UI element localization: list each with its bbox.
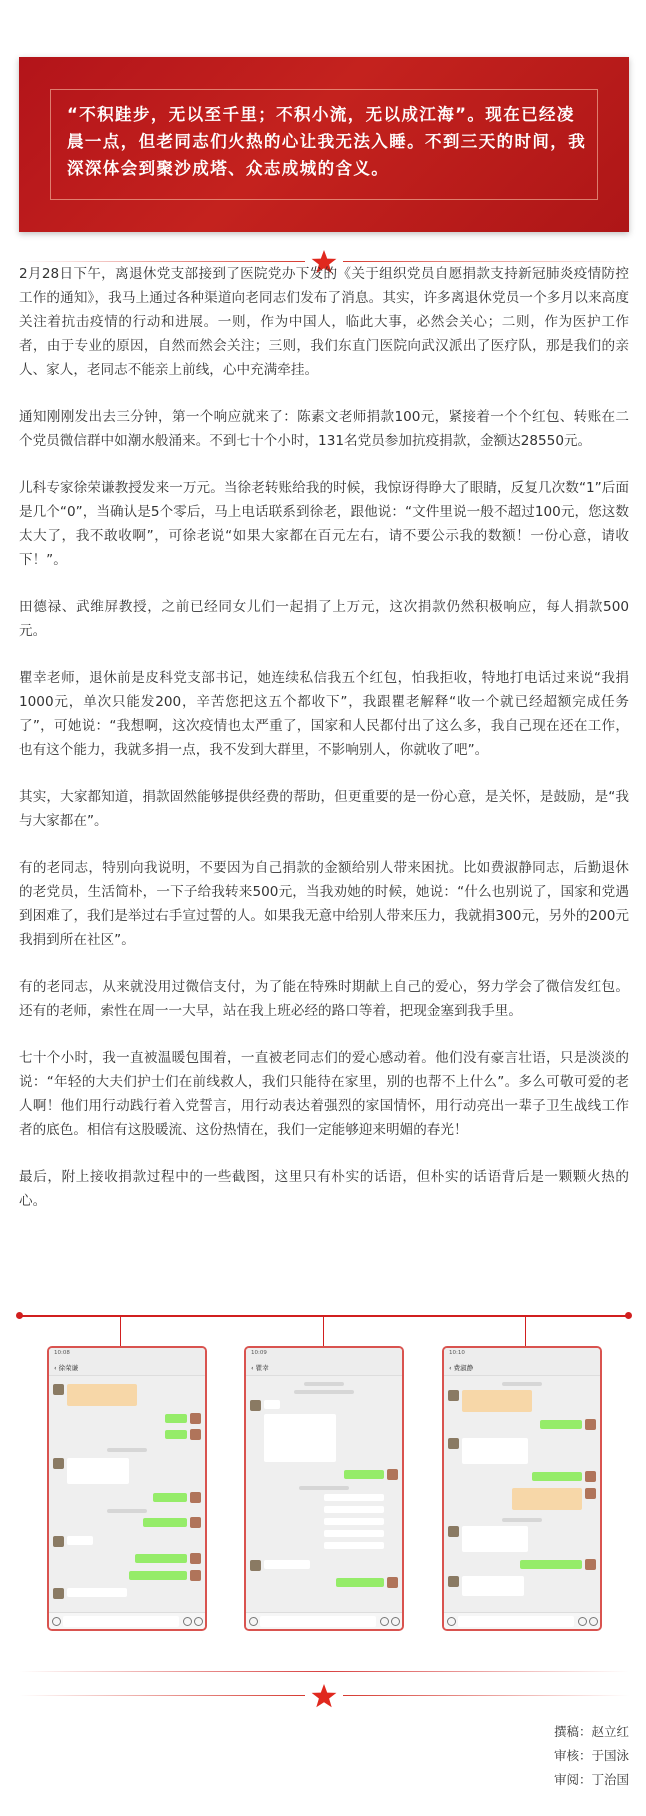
gallery-rail	[19, 1315, 629, 1317]
chat-thread	[444, 1378, 600, 1612]
chat-header: ‹ 费淑静	[444, 1360, 600, 1376]
chat-input-bar	[49, 1612, 205, 1629]
plus-icon	[589, 1617, 598, 1626]
phone-status-bar: 10:08	[49, 1348, 205, 1360]
emoji-icon	[380, 1617, 389, 1626]
chat-header: ‹ 徐荣谦	[49, 1360, 205, 1376]
chat-input-field	[63, 1616, 179, 1627]
rail-stem	[120, 1317, 121, 1347]
credit-approver: 审阅：丁治国	[553, 1772, 629, 1787]
chat-screenshot-1	[47, 1346, 207, 1631]
chat-screenshot-3	[442, 1346, 602, 1631]
paragraph: 最后，附上接收捐款过程中的一些截图，这里只有朴实的话语，但朴实的话语背后是一颗颗火热的心。	[19, 1169, 629, 1209]
chat-contact-name: 费淑静	[453, 1364, 474, 1372]
rail-dot	[16, 1312, 23, 1319]
article-body	[19, 262, 629, 1236]
phone-status-bar: 10:10	[444, 1348, 600, 1360]
chat-header: ‹ 瞿幸	[246, 1360, 402, 1376]
chat-input-bar	[444, 1612, 600, 1629]
emoji-icon	[578, 1617, 587, 1626]
chat-contact-name: 徐荣谦	[58, 1364, 79, 1372]
credits	[554, 1720, 629, 1792]
plus-icon	[391, 1617, 400, 1626]
intro-quote: “不积跬步，无以至千里；不积小流，无以成江海”。现在已经凌晨一点，但老同志们火热的心让我无法入睡。不到三天的时间，我深深体会到聚沙成塔、众志成城的含义。	[67, 105, 587, 178]
red-star-icon	[310, 1682, 338, 1710]
plus-icon	[194, 1617, 203, 1626]
paragraph: 有的老同志，从来就没用过微信支付，为了能在特殊时期献上自己的爱心，努力学会了微信发红包。还有的老师，索性在周一一大早，站在我上班必经的路口等着，把现金塞到我手里。	[19, 979, 629, 1019]
voice-icon	[52, 1617, 61, 1626]
paragraph: 七十个小时，我一直被温暖包围着，一直被老同志们的爱心感动着。他们没有豪言壮语，只是淡淡的说：“年轻的大夫们护士们在前线救人，我们只能待在家里，别的也帮不上什么”。多么可敬可爱的老人啊！他们用行动践行着入党誓言，用行动表达着强烈的家国情怀，用行动亮出一辈子卫生战线工作者的底色。相信有这股暖流、这份热情在，我们一定能够迎来明媚的春光！	[19, 1050, 629, 1138]
phone-status-bar: 10:09	[246, 1348, 402, 1360]
chat-input-bar	[246, 1612, 402, 1629]
quote-banner	[19, 57, 629, 232]
emoji-icon	[183, 1617, 192, 1626]
paragraph: 有的老同志，特别向我说明，不要因为自己捐款的金额给别人带来困扰。比如费淑静同志，后勤退休的老党员，生活简朴，一下子给我转来500元，当我劝她的时候，她说：“什么也别说了，国家和党遇到困难了，我们是举过右手宣过誓的人。如果我无意中给别人带来压力，我就捐300元，另外的200元我捐到所在社区”。	[19, 860, 629, 948]
chat-input-field	[260, 1616, 376, 1627]
credit-writer: 撰稿：赵立红	[553, 1724, 629, 1739]
paragraph: 田德禄、武维屏教授，之前已经同女儿们一起捐了上万元，这次捐款仍然积极响应，每人捐款500元。	[19, 599, 629, 639]
credit-reviewer: 审核：于国泳	[553, 1748, 629, 1763]
chat-thread	[49, 1378, 205, 1612]
paragraph: 瞿幸老师，退休前是皮科党支部书记，她连续私信我五个红包，怕我拒收，特地打电话过来说“我捐1000元，单次只能发200，辛苦您把这五个都收下”，我跟瞿老解释“收一个就已经超额完成任务了”，可她说：“我想啊，这次疫情也太严重了，国家和人民都付出了这么多，我自己现在还在工作，也有这个能力，我就多捐一点，我不发到大群里，不影响别人，你就收了吧”。	[19, 670, 629, 758]
rail-stem	[323, 1317, 324, 1347]
paragraph: 其实，大家都知道，捐款固然能够提供经费的帮助，但更重要的是一份心意，是关怀，是鼓励，是“我与大家都在”。	[19, 789, 629, 829]
rail-stem	[525, 1317, 526, 1347]
voice-icon	[447, 1617, 456, 1626]
chat-input-field	[458, 1616, 574, 1627]
star-divider-bottom	[19, 1681, 629, 1711]
gallery-base-line	[19, 1671, 629, 1672]
paragraph: 通知刚刚发出去三分钟，第一个响应就来了：陈素文老师捐款100元，紧接着一个个红包、转账在二个党员微信群中如潮水般涌来。不到七十个小时，131名党员参加抗疫捐款，金额达28550元。	[19, 409, 629, 449]
chat-screenshot-2	[244, 1346, 404, 1631]
screenshot-gallery	[19, 1315, 629, 1675]
paragraph: 2月28日下午，离退休党支部接到了医院党办下发的《关于组织党员自愿捐款支持新冠肺炎疫情防控工作的通知》，我马上通过各种渠道向老同志们发布了消息。其实，许多离退休党员一个多月以来高度关注着抗击疫情的行动和进展。一则，作为中国人，临此大事，必然会关心；二则，作为医护工作者，由于专业的原因，自然而然会关注；三则，我们东直门医院向武汉派出了医疗队，那是我们的亲人、家人，老同志不能亲上前线，心中充满牵挂。	[19, 266, 629, 378]
paragraph: 儿科专家徐荣谦教授发来一万元。当徐老转账给我的时候，我惊讶得睁大了眼睛，反复几次数“1”后面是几个“0”，当确认是5个零后，马上电话联系到徐老，跟他说：“文件里说一般不超过100元，您这数太大了，我不敢收啊”，可徐老说“如果大家都在百元左右，请不要公示我的数额！一份心意，请收下！”。	[19, 480, 629, 568]
rail-dot	[625, 1312, 632, 1319]
chat-thread	[246, 1378, 402, 1612]
voice-icon	[249, 1617, 258, 1626]
chat-contact-name: 瞿幸	[255, 1364, 269, 1372]
